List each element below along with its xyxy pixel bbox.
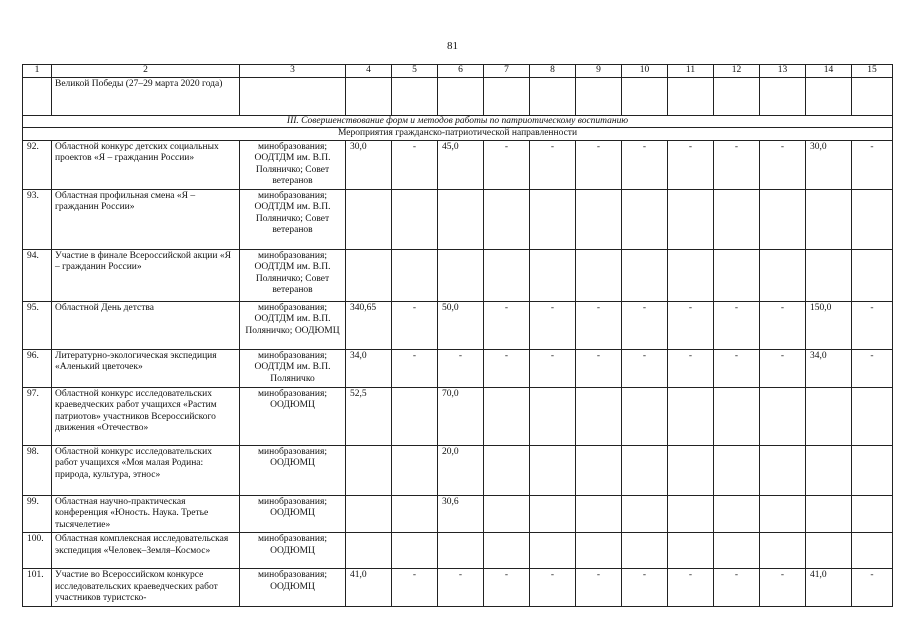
row-number: 93.: [23, 189, 52, 249]
funding-value: -: [622, 301, 668, 349]
funding-value: [484, 249, 530, 301]
section-row: [23, 115, 893, 128]
funding-value: [806, 387, 852, 445]
funding-value: [484, 495, 530, 533]
funding-value: -: [484, 301, 530, 349]
row-number: 101.: [23, 569, 52, 607]
responsible-organization: минобразования; ООДТДМ им. В.П. Поляничко; Совет ветеранов: [240, 249, 346, 301]
row-number: 95.: [23, 301, 52, 349]
funding-value: [668, 495, 714, 533]
funding-value: -: [530, 140, 576, 189]
funding-value: [576, 387, 622, 445]
table-row: [23, 569, 893, 607]
responsible-organization: минобразования; ООДЮМЦ: [240, 569, 346, 607]
funding-value: 20,0: [438, 445, 484, 495]
column-number: 9: [576, 65, 622, 78]
column-number: 1: [23, 65, 52, 78]
funding-value: [714, 189, 760, 249]
budget-table: [22, 64, 893, 607]
funding-value: -: [576, 140, 622, 189]
event-name: Областная комплексная исследовательская экспедиция «Человек–Земля–Космос»: [52, 533, 240, 569]
funding-value: [530, 189, 576, 249]
funding-value: 41,0: [346, 569, 392, 607]
funding-value: 340,65: [346, 301, 392, 349]
funding-value: 34,0: [346, 349, 392, 387]
funding-value: -: [530, 301, 576, 349]
funding-value: [392, 189, 438, 249]
funding-value: -: [760, 140, 806, 189]
funding-value: [852, 249, 893, 301]
funding-value: [530, 387, 576, 445]
column-number: 7: [484, 65, 530, 78]
funding-value: -: [484, 140, 530, 189]
funding-value: [392, 387, 438, 445]
funding-value: -: [438, 569, 484, 607]
event-name: Областной День детства: [52, 301, 240, 349]
row-number: 100.: [23, 533, 52, 569]
funding-value: -: [622, 349, 668, 387]
funding-value: -: [852, 349, 893, 387]
funding-value: 52,5: [346, 387, 392, 445]
responsible-organization: минобразования; ООДТДМ им. В.П. Поляничко; ООДЮМЦ: [240, 301, 346, 349]
funding-value: [622, 533, 668, 569]
funding-value: -: [668, 569, 714, 607]
funding-value: [852, 495, 893, 533]
funding-value: -: [760, 301, 806, 349]
column-number: 14: [806, 65, 852, 78]
funding-value: [484, 445, 530, 495]
funding-value: [530, 533, 576, 569]
funding-value: -: [392, 301, 438, 349]
column-number: 11: [668, 65, 714, 78]
funding-value: [668, 387, 714, 445]
funding-value: 30,6: [438, 495, 484, 533]
column-number: 5: [392, 65, 438, 78]
event-name: Областной конкурс детских социальных проектов «Я – гражданин России»: [52, 140, 240, 189]
funding-value: [714, 445, 760, 495]
column-number: 13: [760, 65, 806, 78]
funding-value: [668, 189, 714, 249]
row-number: 97.: [23, 387, 52, 445]
event-name: Участие в финале Всероссийской акции «Я – гражданин России»: [52, 249, 240, 301]
funding-value: [576, 533, 622, 569]
event-name: Областной конкурс исследовательских краеведческих работ учащихся «Растим патриотов» участников Всероссийского движения «Отечество»: [52, 387, 240, 445]
funding-value: [806, 249, 852, 301]
page-number: 81: [447, 40, 458, 52]
funding-value: [530, 249, 576, 301]
funding-value: [668, 249, 714, 301]
funding-value: [852, 387, 893, 445]
funding-value: -: [576, 349, 622, 387]
funding-value: [346, 445, 392, 495]
funding-value: [806, 445, 852, 495]
funding-value: -: [484, 349, 530, 387]
funding-value: -: [392, 140, 438, 189]
row-number: 92.: [23, 140, 52, 189]
table-row: [23, 533, 893, 569]
column-number: 4: [346, 65, 392, 78]
event-name: Литературно-экологическая экспедиция «Аленький цветочек»: [52, 349, 240, 387]
funding-value: -: [714, 140, 760, 189]
section-title: III. Совершенствование форм и методов работы по патриотическому воспитанию: [23, 115, 893, 128]
row-number: 96.: [23, 349, 52, 387]
funding-value: -: [392, 349, 438, 387]
funding-value: [576, 495, 622, 533]
funding-value: [576, 249, 622, 301]
column-number: 8: [530, 65, 576, 78]
event-name: Областной конкурс исследовательских работ учащихся «Моя малая Родина: природа, культура, этнос»: [52, 445, 240, 495]
funding-value: [484, 387, 530, 445]
funding-value: [392, 495, 438, 533]
subsection-title: Мероприятия гражданско-патриотической направленности: [23, 128, 893, 141]
funding-value: -: [622, 569, 668, 607]
funding-value: 41,0: [806, 569, 852, 607]
responsible-organization: минобразования; ООДТДМ им. В.П. Поляничко; Совет ветеранов: [240, 140, 346, 189]
row-number: 98.: [23, 445, 52, 495]
funding-value: [714, 533, 760, 569]
funding-value: [852, 189, 893, 249]
funding-value: [622, 445, 668, 495]
funding-value: [346, 249, 392, 301]
funding-value: -: [530, 569, 576, 607]
funding-value: [622, 387, 668, 445]
funding-value: [760, 249, 806, 301]
funding-value: [346, 533, 392, 569]
funding-value: [714, 387, 760, 445]
funding-value: -: [622, 140, 668, 189]
funding-value: [438, 249, 484, 301]
funding-value: 70,0: [438, 387, 484, 445]
table-row: [23, 495, 893, 533]
funding-value: [438, 189, 484, 249]
funding-value: -: [576, 569, 622, 607]
funding-value: -: [852, 569, 893, 607]
funding-value: [668, 445, 714, 495]
column-number: 10: [622, 65, 668, 78]
funding-value: 50,0: [438, 301, 484, 349]
funding-value: [530, 495, 576, 533]
funding-value: [576, 189, 622, 249]
funding-value: [484, 533, 530, 569]
funding-value: [438, 533, 484, 569]
funding-value: -: [392, 569, 438, 607]
funding-value: [760, 445, 806, 495]
row-number: 99.: [23, 495, 52, 533]
funding-value: -: [852, 301, 893, 349]
event-name: Областная профильная смена «Я – гражданин России»: [52, 189, 240, 249]
subsection-row: [23, 128, 893, 141]
funding-value: [392, 249, 438, 301]
funding-value: -: [576, 301, 622, 349]
funding-value: -: [438, 349, 484, 387]
funding-value: -: [852, 140, 893, 189]
table-row: [23, 301, 893, 349]
table-row: [23, 140, 893, 189]
funding-value: [760, 495, 806, 533]
funding-value: -: [714, 569, 760, 607]
responsible-organization: минобразования; ООДЮМЦ: [240, 445, 346, 495]
responsible-organization: минобразования; ООДЮМЦ: [240, 533, 346, 569]
table-row: [23, 249, 893, 301]
funding-value: -: [668, 349, 714, 387]
funding-value: [714, 495, 760, 533]
column-number: 3: [240, 65, 346, 78]
funding-value: -: [714, 349, 760, 387]
funding-value: [760, 533, 806, 569]
table-row: [23, 349, 893, 387]
funding-value: 150,0: [806, 301, 852, 349]
funding-value: [346, 495, 392, 533]
funding-value: [806, 495, 852, 533]
responsible-organization: минобразования; ООДЮМЦ: [240, 387, 346, 445]
funding-value: [852, 445, 893, 495]
funding-value: [392, 533, 438, 569]
column-number: 12: [714, 65, 760, 78]
funding-value: -: [530, 349, 576, 387]
column-number-row: [23, 65, 893, 78]
funding-value: [346, 189, 392, 249]
funding-value: [760, 387, 806, 445]
column-number: 2: [52, 65, 240, 78]
continuation-name: Великой Победы (27–29 марта 2020 года): [52, 77, 240, 115]
responsible-organization: минобразования; ООДТДМ им. В.П. Поляничко: [240, 349, 346, 387]
table-row: [23, 445, 893, 495]
funding-value: -: [760, 349, 806, 387]
funding-value: [484, 189, 530, 249]
funding-value: 30,0: [346, 140, 392, 189]
funding-value: [714, 249, 760, 301]
funding-value: [530, 445, 576, 495]
funding-value: [622, 189, 668, 249]
funding-value: [760, 189, 806, 249]
funding-value: [668, 533, 714, 569]
responsible-organization: минобразования; ООДТДМ им. В.П. Поляничко; Совет ветеранов: [240, 189, 346, 249]
funding-value: -: [484, 569, 530, 607]
funding-value: -: [668, 301, 714, 349]
funding-value: [576, 445, 622, 495]
funding-value: [852, 533, 893, 569]
funding-value: -: [668, 140, 714, 189]
funding-value: [392, 445, 438, 495]
row-number: 94.: [23, 249, 52, 301]
funding-value: [622, 249, 668, 301]
funding-value: 45,0: [438, 140, 484, 189]
funding-value: 34,0: [806, 349, 852, 387]
funding-value: [806, 533, 852, 569]
funding-value: -: [760, 569, 806, 607]
table-row: [23, 189, 893, 249]
column-number: 15: [852, 65, 893, 78]
table-row: [23, 387, 893, 445]
event-name: Участие во Всероссийском конкурсе исследовательских краеведческих работ участников туристско-: [52, 569, 240, 607]
funding-value: [622, 495, 668, 533]
responsible-organization: минобразования; ООДЮМЦ: [240, 495, 346, 533]
funding-value: 30,0: [806, 140, 852, 189]
funding-value: [806, 189, 852, 249]
funding-value: -: [714, 301, 760, 349]
column-number: 6: [438, 65, 484, 78]
continuation-row: [23, 77, 893, 115]
event-name: Областная научно-практическая конференция «Юность. Наука. Третье тысячелетие»: [52, 495, 240, 533]
